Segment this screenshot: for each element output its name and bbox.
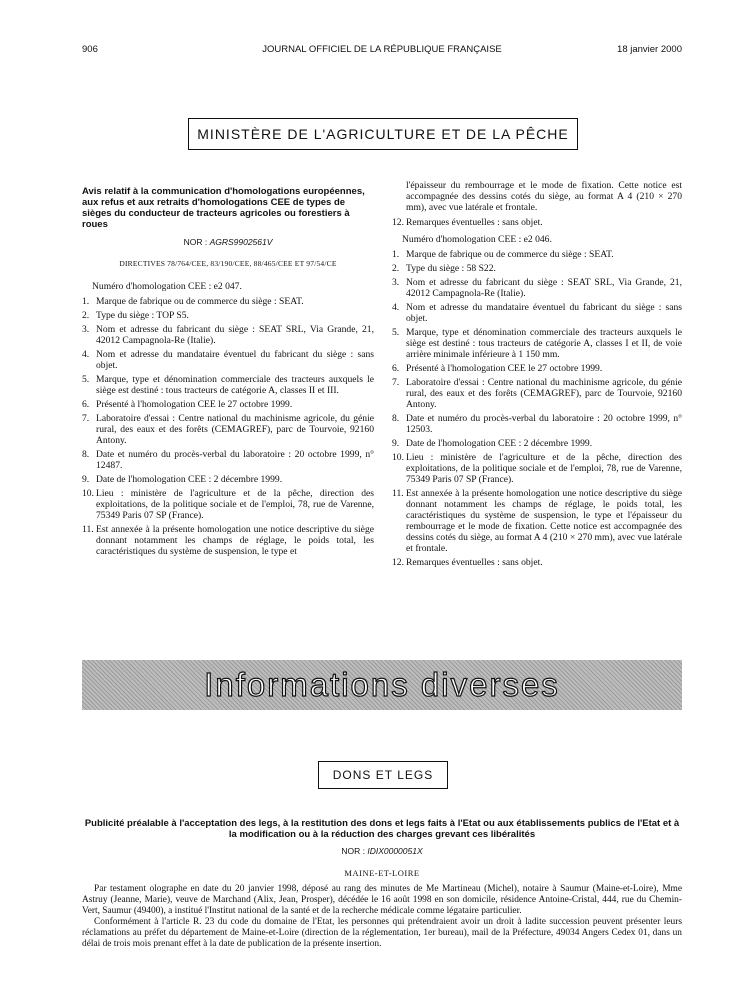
section-banner-title: Informations diverses: [204, 666, 560, 703]
list-item: 10. Lieu : ministère de l'agriculture et de la pêche, direction des exploitations, de la politique sociale et de l'emploi, 78, rue de Varenne, 75349 Paris 07 SP (France).: [82, 488, 374, 521]
list-item: 1. Marque de fabrique ou de commerce du siège : SEAT.: [82, 296, 304, 307]
homologation-1-tail: [392, 217, 682, 228]
nor-label: NOR :: [183, 237, 208, 247]
list-item: 4. Nom et adresse du mandataire éventuel du fabricant du siège : sans objet.: [392, 302, 682, 324]
section-banner: [82, 660, 682, 710]
homologation-number-2: Numéro d'homologation CEE : e2 046.: [402, 234, 552, 245]
paragraph: Conformément à l'article R. 23 du code du domaine de l'Etat, les personnes qui prétendraient avoir un droit à ladite succession peuvent présenter leurs réclamations au préfet du département de Maine-et-Loire (direction de la réglementation, 1er bureau), mail de la Préfecture, 49034 Angers Cedex 01, dans un délai de trois mois prenant effet à la date de publication de la présente insertion.: [82, 917, 682, 949]
ministry-heading: MINISTÈRE DE L'AGRICULTURE ET DE LA PÊCHE: [197, 126, 569, 142]
dons-legs-heading-box: [318, 761, 448, 789]
department-heading: MAINE-ET-LOIRE: [344, 868, 420, 878]
dons-legs-heading: DONS ET LEGS: [332, 768, 434, 782]
list-item: 9. Date de l'homologation CEE : 2 décembre 1999.: [82, 474, 283, 485]
dons-nor: [82, 846, 682, 856]
homologation-1-list: [82, 296, 374, 557]
issue-date: 18 janvier 2000: [617, 44, 682, 55]
list-item: 6. Présenté à l'homologation CEE le 27 octobre 1999.: [392, 363, 603, 374]
paragraph: Par testament olographe en date du 20 janvier 1998, déposé au rang des minutes de Me Martineau (Michel), notaire à Saumur (Maine-et-Loire), Mme Astruy (Jeanne, Marie), veuve de Marchand (Alix, Jean, Prosper), décédée le 16 août 1998 en son domicile, résidence Antoine-Cristal, 444, rue du Chemin-Vert, Saumur (49400), a institué l'Institut national de la santé et de la recherche médicale comme légataire particulier.: [82, 884, 682, 916]
list-item: 11. Est annexée à la présente homologation une notice descriptive du siège donnant notamment les champs de réglage, le poids total, les caractéristiques du système de suspension, le type et l'épaisseur du rembourrage et le mode de fixation. Cette notice est accompagnée des dessins cotés du siège, au format A 4 (210 × 270 mm), avec vue latérale et frontale.: [392, 488, 682, 554]
list-item: 1. Marque de fabrique ou de commerce du siège : SEAT.: [392, 249, 614, 260]
list-item: 5. Marque, type et dénomination commerciale des tracteurs auxquels le siège est destiné : tous tracteurs de catégorie A, classes I et II, de voie arrière minimale inférieure à 1 150 mm.: [392, 327, 682, 360]
publicity-title: Publicité préalable à l'acceptation des legs, à la restitution des dons et legs faits à l'Etat ou aux établissements publics de l'Etat et à la modification ou à la réduction des charges grevant ces libéralités: [84, 818, 680, 840]
item-11-continuation: l'épaisseur du rembourrage et le mode de fixation. Cette notice est accompagnée des dessins cotés du siège, au format A 4 (210 × 270 mm), avec vue latérale et frontale.: [406, 180, 682, 213]
directives: DIRECTIVES 78/764/CEE, 83/190/CEE, 88/465/CEE ET 97/54/CE: [119, 259, 337, 268]
journal-title: JOURNAL OFFICIEL DE LA RÉPUBLIQUE FRANÇAISE: [262, 44, 502, 55]
nor-value: IDIX0000051X: [367, 846, 423, 856]
left-column: [82, 186, 374, 560]
list-item: 6. Présenté à l'homologation CEE le 27 octobre 1999.: [82, 399, 293, 410]
list-item: 12. Remarques éventuelles : sans objet.: [392, 217, 543, 228]
list-item: 4. Nom et adresse du mandataire éventuel du fabricant du siège : sans objet.: [82, 349, 374, 371]
list-item: 3. Nom et adresse du fabricant du siège : SEAT SRL, Via Grande, 21, 42012 Campagnola-Re (Italie).: [392, 277, 682, 299]
homologation-2-list: [392, 249, 682, 568]
page-number: 906: [82, 44, 98, 55]
right-column: [392, 180, 682, 571]
list-item: 10. Lieu : ministère de l'agriculture et de la pêche, direction des exploitations, de la politique sociale et de l'emploi, 78, rue de Varenne, 75349 Paris 07 SP (France).: [392, 452, 682, 485]
nor-value: AGRS9902561V: [209, 237, 273, 247]
dons-body: [82, 884, 682, 950]
list-item: 8. Date et numéro du procès-verbal du laboratoire : 20 octobre 1999, n° 12503.: [392, 413, 682, 435]
nor-label: NOR :: [341, 846, 365, 856]
list-item: 2. Type du siège : TOP S5.: [82, 310, 189, 321]
running-header: [82, 44, 682, 58]
list-item: 7. Laboratoire d'essai : Centre national du machinisme agricole, du génie rural, des eaux et des forêts (CEMAGREF), parc de Tourvoie, 92160 Antony.: [82, 413, 374, 446]
list-item: 12. Remarques éventuelles : sans objet.: [392, 557, 543, 568]
list-item: 8. Date et numéro du procès-verbal du laboratoire : 20 octobre 1999, n° 12487.: [82, 449, 374, 471]
list-item: 5. Marque, type et dénomination commerciale des tracteurs auxquels le siège est destiné : tous tracteurs de catégorie A, classes II et III.: [82, 374, 374, 396]
avis-title: Avis relatif à la communication d'homologations européennes, aux refus et aux retraits d'homologations CEE de types de sièges du conducteur de tracteurs agricoles ou forestiers à roues: [82, 186, 365, 230]
ministry-heading-box: [188, 118, 578, 150]
list-item: 2. Type du siège : 58 S22.: [392, 263, 496, 274]
avis-nor: [82, 237, 374, 248]
list-item: 9. Date de l'homologation CEE : 2 décembre 1999.: [392, 438, 593, 449]
list-item: 3. Nom et adresse du fabricant du siège : SEAT SRL, Via Grande, 21, 42012 Campagnola-Re (Italie).: [82, 324, 374, 346]
homologation-number-1: Numéro d'homologation CEE : e2 047.: [92, 281, 242, 292]
list-item: 11. Est annexée à la présente homologation une notice descriptive du siège donnant notamment les champs de réglage, le poids total, les caractéristiques du système de suspension, le type et: [82, 524, 374, 557]
list-item: 7. Laboratoire d'essai : Centre national du machinisme agricole, du génie rural, des eaux et des forêts (CEMAGREF), parc de Tourvoie, 92160 Antony.: [392, 377, 682, 410]
